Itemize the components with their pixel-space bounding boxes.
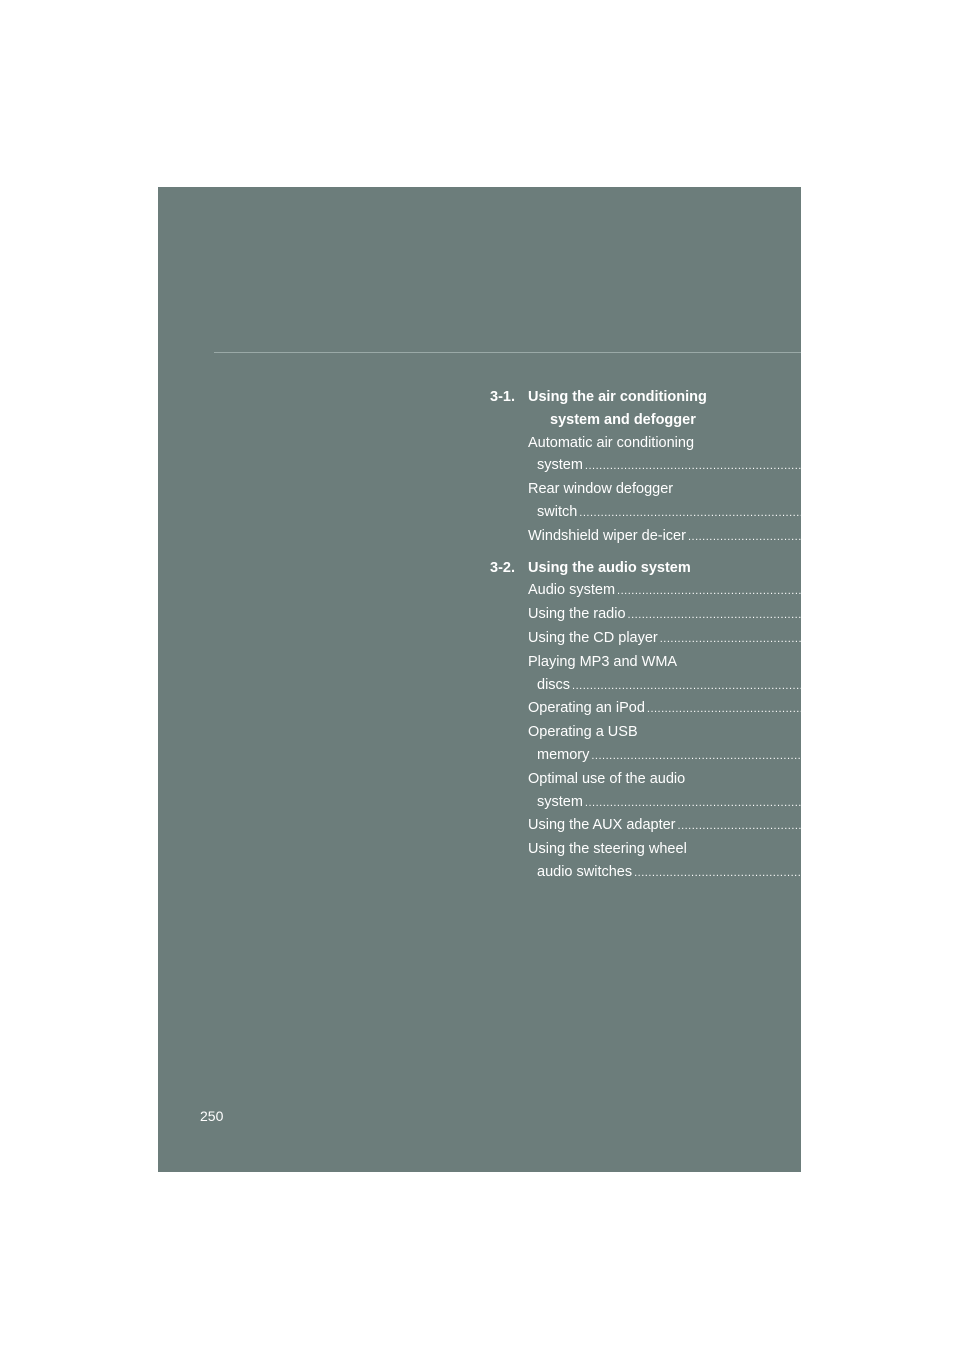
toc-entry[interactable] xyxy=(528,627,943,651)
entry-page: 261 xyxy=(947,527,971,544)
entry-page: 260 xyxy=(838,503,863,520)
entry-title-cont: system xyxy=(537,457,583,474)
section-title xyxy=(528,386,740,432)
entry-page: 288 xyxy=(905,700,931,717)
entry-page: 308 xyxy=(893,863,918,880)
section-number: 3-1. xyxy=(490,389,515,405)
toc-entry[interactable] xyxy=(528,814,961,838)
entry-title: Operating a USB xyxy=(528,724,638,741)
section-heading xyxy=(490,386,740,432)
entry-title: Operating an iPod xyxy=(528,700,645,717)
dot-leader: ........................................................................ xyxy=(572,679,829,692)
toc-entry[interactable] xyxy=(528,525,971,549)
entry-title-cont: memory xyxy=(537,746,590,763)
entry-page: 304 xyxy=(843,793,869,810)
dot-leader: ........................................................................ xyxy=(617,585,874,598)
entry-title-cont: system xyxy=(537,793,583,810)
entry-title: Playing MP3 and WMA xyxy=(528,653,678,670)
entry-title: Using the steering wheel xyxy=(528,841,687,858)
section-entries xyxy=(490,579,961,884)
toc-entry[interactable] xyxy=(528,478,863,525)
section-entries xyxy=(490,432,971,549)
section-title-line1: Using the audio system xyxy=(528,559,691,576)
toc-entry[interactable] xyxy=(528,432,869,479)
toc-entry[interactable] xyxy=(528,579,901,603)
entry-title: Rear window defogger xyxy=(528,481,674,498)
dot-leader: ........................................................................ xyxy=(591,749,848,762)
toc-entry[interactable] xyxy=(528,697,931,721)
entry-title: Using the CD player xyxy=(528,629,658,646)
page-number: 250 xyxy=(200,1108,224,1124)
dot-leader: ........................................................................ xyxy=(659,632,916,645)
dot-leader: ........................................................................ xyxy=(584,460,841,473)
toc-entry[interactable] xyxy=(528,768,869,815)
entry-page: 296 xyxy=(850,746,875,763)
entry-title-cont: discs xyxy=(537,676,571,693)
entry-title-cont: audio switches xyxy=(537,863,633,880)
entry-page: 252 xyxy=(843,457,869,474)
entry-title: Using the AUX adapter xyxy=(528,817,676,834)
toc-entry[interactable] xyxy=(528,721,875,768)
dot-leader: ........................................................................ xyxy=(677,820,934,833)
section-heading xyxy=(490,557,740,580)
section-title xyxy=(528,557,740,580)
dot-leader: ........................................................................ xyxy=(627,609,884,622)
dot-leader: ........................................................................ xyxy=(687,530,944,543)
entry-title: Automatic air conditioning xyxy=(528,434,695,451)
toc-section-3-2 xyxy=(490,557,961,885)
toc-entry[interactable] xyxy=(528,838,918,885)
section-title-line1: Using the air conditioning xyxy=(528,389,707,405)
entry-title-cont: switch xyxy=(537,503,578,520)
entry-title: Using the radio xyxy=(528,606,626,623)
section-title-line2: system and defogger xyxy=(550,411,696,428)
entry-title: Optimal use of the audio xyxy=(528,770,686,787)
dot-leader: ........................................................................ xyxy=(634,866,891,879)
toc-section-3-1 xyxy=(490,386,971,549)
table-of-contents xyxy=(490,386,971,893)
entry-title: Windshield wiper de-icer xyxy=(528,527,686,544)
entry-page: 307 xyxy=(936,817,961,834)
section-number: 3-2. xyxy=(490,559,515,576)
header-divider xyxy=(214,352,801,353)
entry-page: 273 xyxy=(918,629,943,646)
toc-entry[interactable] xyxy=(528,603,911,627)
dot-leader: ........................................................................ xyxy=(646,703,903,716)
entry-page: 262 xyxy=(876,582,901,599)
entry-title: Audio system xyxy=(528,582,616,599)
toc-entry[interactable] xyxy=(528,651,856,698)
dot-leader: ........................................................................ xyxy=(579,506,836,519)
entry-page: 265 xyxy=(886,606,911,623)
dot-leader: ........................................................................ xyxy=(584,796,841,809)
entry-page: 281 xyxy=(831,676,856,693)
